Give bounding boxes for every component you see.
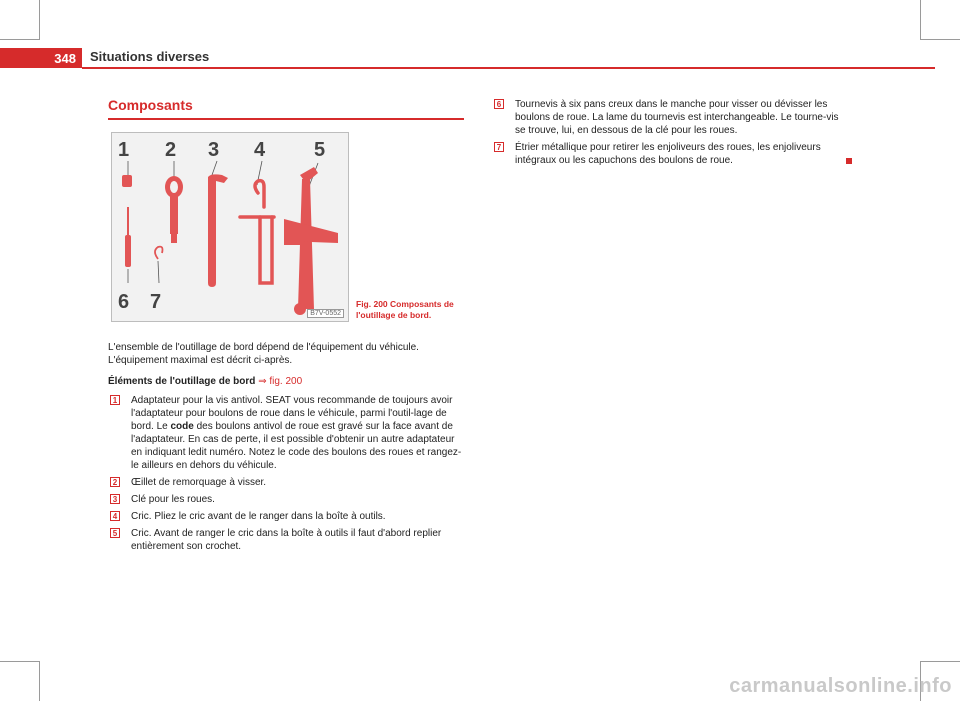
figure-number-2: 2 bbox=[165, 139, 177, 161]
elements-heading-label: Éléments de l'outillage de bord bbox=[108, 376, 256, 387]
tool-kit-figure bbox=[111, 132, 349, 322]
list-item-text: Cric. Pliez le cric avant de le ranger dans la boîte à outils. bbox=[131, 511, 386, 522]
crop-mark bbox=[39, 661, 40, 701]
figure-number-1: 1 bbox=[118, 139, 130, 161]
wire-hook-tool bbox=[155, 247, 163, 259]
wheel-wrench-tool bbox=[208, 174, 228, 287]
item-number-badge: 7 bbox=[494, 142, 504, 152]
figure-number-6: 6 bbox=[118, 291, 130, 313]
figure-code: B7V-0552 bbox=[307, 309, 344, 318]
list-item-text: Clé pour les roues. bbox=[131, 494, 215, 505]
figure-caption: Fig. 200 Composants de l'outillage de bord. bbox=[356, 299, 454, 320]
crop-mark bbox=[0, 39, 40, 40]
item-number-badge: 6 bbox=[494, 99, 504, 109]
crop-mark bbox=[920, 0, 921, 40]
figure-reference-link[interactable]: ⇒ fig. 200 bbox=[258, 376, 303, 387]
chapter-title: Situations diverses bbox=[90, 49, 210, 64]
crop-mark bbox=[39, 0, 40, 40]
crop-mark bbox=[0, 661, 40, 662]
list-item-text: Cric. Avant de ranger le cric dans la boîte à outils il faut d'abord replier entièrement son crochet. bbox=[131, 528, 442, 552]
page-number-tab bbox=[0, 48, 82, 68]
jack-crank-tool bbox=[240, 181, 274, 283]
jack-tool bbox=[284, 167, 338, 315]
intro-paragraph: L'ensemble de l'outillage de bord dépend de l'équipement du véhicule. L'équipement maximal est décrit ci-après. bbox=[108, 342, 419, 366]
list-item-text: Tournevis à six pans creux dans le manche pour visser ou dévisser les boulons de roue. La lame du tournevis est interchangeable. Le tourne-vis se trouve, lui, en dessous de la clé pour les roues. bbox=[515, 99, 839, 136]
elements-heading bbox=[108, 376, 464, 387]
tool-list-right bbox=[492, 98, 840, 171]
section-divider bbox=[108, 118, 464, 120]
code-term: code bbox=[170, 421, 194, 432]
figure-number-5: 5 bbox=[314, 139, 326, 161]
list-item bbox=[108, 527, 464, 553]
page-number: 348 bbox=[54, 50, 76, 66]
item-number-badge: 1 bbox=[110, 395, 120, 405]
tool-list-left bbox=[108, 394, 464, 557]
adapter-tool bbox=[122, 175, 132, 187]
list-item bbox=[492, 141, 840, 167]
item-number-badge: 3 bbox=[110, 494, 120, 504]
towing-eye-tool bbox=[165, 176, 183, 243]
list-item: 1 Adaptateur pour la vis antivol. SEAT vous recommande de toujours avoir l'adaptateur pour boulons de roue dans le véhicule, parmi l'outil-lage de bord. Le code des boulons antivol de roue est gravé sur la face avant de l'adaptateur. En cas de perte, il est possible d'obtenir un autre adaptateur en indiquant ledit numéro. Notez le code des boulons des roues et rangez-le ailleurs en dehors du véhicule. bbox=[108, 394, 464, 472]
crop-mark bbox=[920, 39, 960, 40]
list-item bbox=[492, 98, 840, 137]
screwdriver-tool bbox=[125, 207, 131, 267]
figure-number-4: 4 bbox=[254, 139, 266, 161]
list-item-text: Œillet de remorquage à visser. bbox=[131, 477, 267, 488]
list-item bbox=[108, 510, 464, 523]
item-number-badge: 5 bbox=[110, 528, 120, 538]
figure-number-3: 3 bbox=[208, 139, 220, 161]
tool-kit-illustration bbox=[112, 133, 348, 321]
list-item bbox=[108, 493, 464, 506]
header-divider bbox=[82, 67, 935, 69]
watermark: carmanualsonline.info bbox=[729, 675, 952, 697]
crop-mark bbox=[920, 661, 960, 662]
list-item bbox=[108, 476, 464, 489]
list-item-text: Étrier métallique pour retirer les enjoliveurs des roues, les enjoliveurs intégraux ou les capuchons des boulons de roue. bbox=[515, 142, 821, 166]
figure-number-7: 7 bbox=[150, 291, 162, 313]
section-end-marker bbox=[846, 158, 852, 164]
section-title: Composants bbox=[108, 97, 193, 113]
item-number-badge: 4 bbox=[110, 511, 120, 521]
item-number-badge: 2 bbox=[110, 477, 120, 487]
